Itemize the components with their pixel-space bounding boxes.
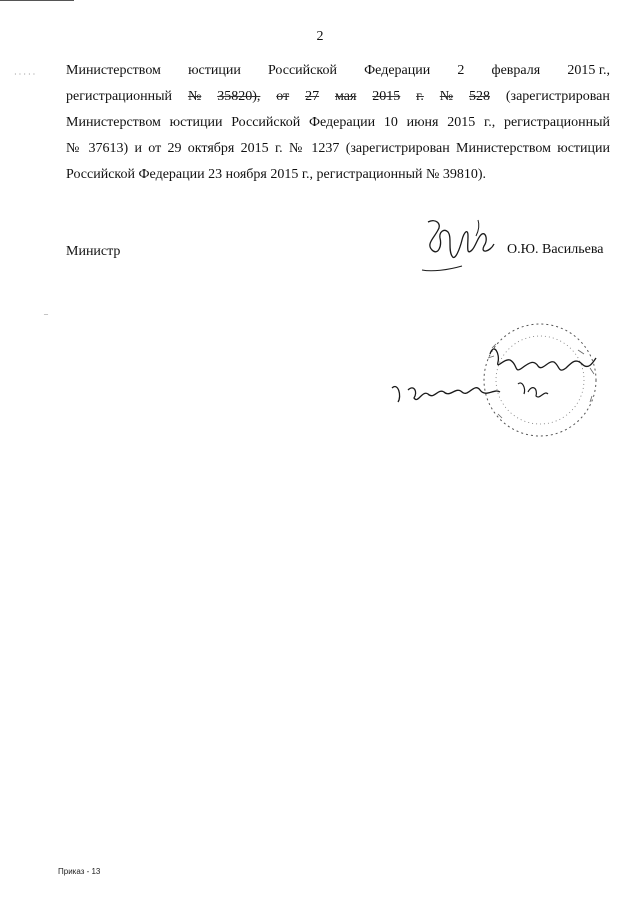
- word: 27: [305, 89, 320, 104]
- main-paragraph: [66, 58, 610, 188]
- word: регистрационный: [66, 89, 173, 104]
- signatory-title: Министр: [66, 244, 121, 259]
- word: №: [187, 89, 202, 104]
- word: 2: [457, 63, 465, 78]
- paragraph-line-2: [66, 84, 610, 110]
- word: Министерством: [66, 63, 161, 78]
- word: г.: [416, 89, 424, 104]
- minister-signature: [418, 210, 498, 280]
- scan-artifact: –: [44, 309, 48, 318]
- word: февраля: [491, 63, 541, 78]
- word: 528: [468, 89, 490, 104]
- word: от: [276, 89, 290, 104]
- paragraph-line-4: № 37613) и от 29 октября 2015 г. № 1237 (зарегистрирован Министерством юстиции: [66, 141, 610, 156]
- word: 2015: [372, 89, 401, 104]
- word: Федерации: [364, 63, 431, 78]
- stamp-seal-drawing: [378, 318, 618, 443]
- scan-artifact: · · · · ·: [14, 70, 36, 79]
- document-footer: Приказ - 13: [58, 867, 101, 876]
- paragraph-line-1: [66, 58, 610, 84]
- word: 35820),: [217, 89, 261, 104]
- word: (зарегистрирован: [505, 89, 610, 104]
- word: №: [439, 89, 454, 104]
- word: юстиции: [188, 63, 241, 78]
- word: Российской: [267, 63, 337, 78]
- scan-edge-line: [0, 0, 74, 1]
- signatory-name: О.Ю. Васильева: [507, 242, 604, 257]
- word: мая: [334, 89, 357, 104]
- word: 2015 г.,: [567, 63, 610, 78]
- page-number: 2: [316, 29, 324, 44]
- copy-certification-stamp: [378, 318, 618, 443]
- paragraph-line-5: Российской Федерации 23 ноября 2015 г., регистрационный № 39810).: [66, 167, 487, 182]
- paragraph-line-3: Министерством юстиции Российской Федерации 10 июня 2015 г., регистрационный: [66, 115, 610, 130]
